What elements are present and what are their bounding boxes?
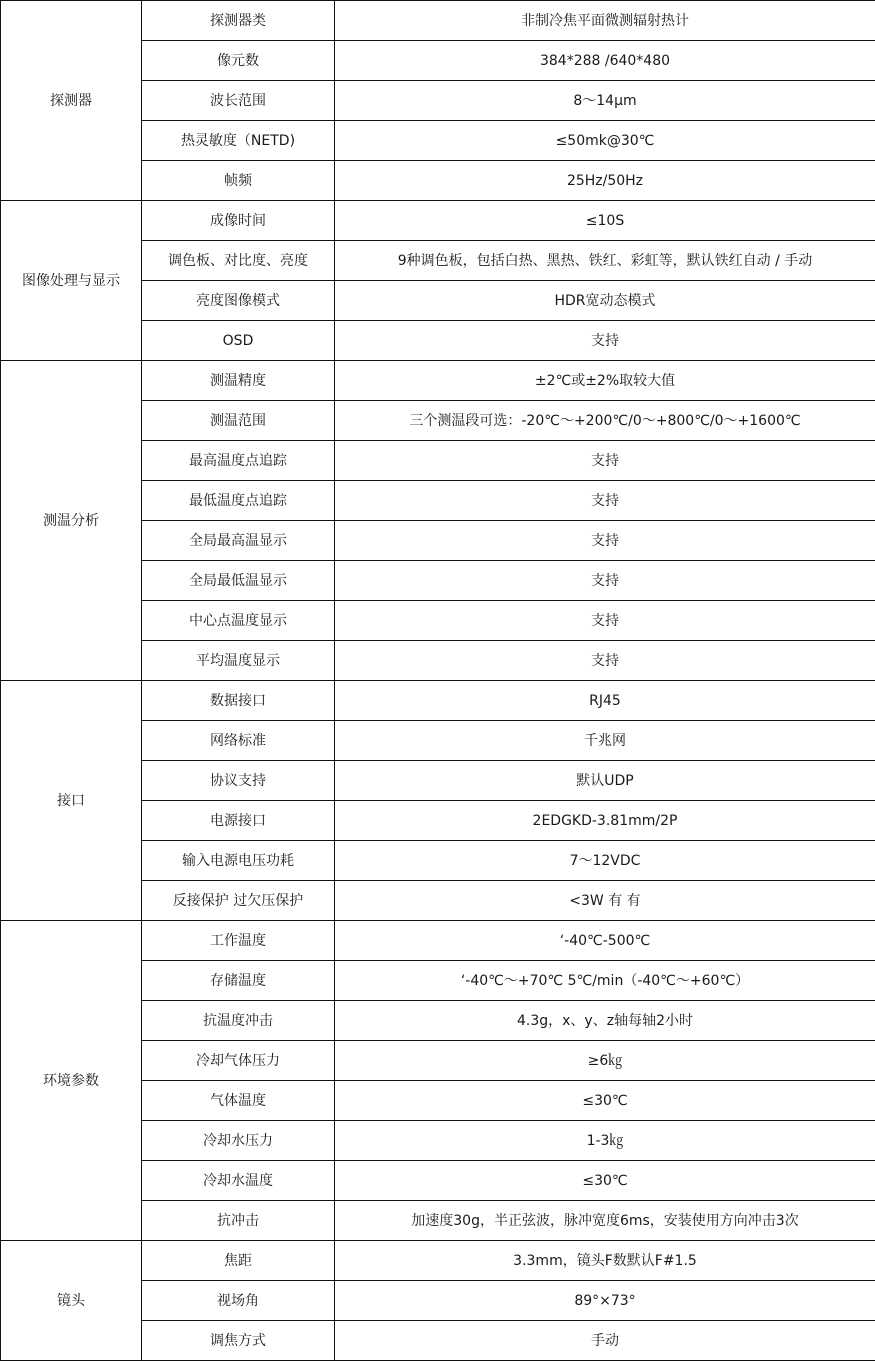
parameter-name-cell: OSD <box>142 321 335 361</box>
parameter-name-cell: 测温精度 <box>142 361 335 401</box>
parameter-value-cell: 支持 <box>335 481 875 521</box>
parameter-value-cell: 3.3mm，镜头F数默认F#1.5 <box>335 1241 875 1281</box>
category-cell: 接口 <box>1 681 142 921</box>
parameter-value-cell: 加速度30g，半正弦波，脉冲宽度6ms，安装使用方向冲击3次 <box>335 1201 875 1241</box>
parameter-value-cell: 384*288 /640*480 <box>335 41 875 81</box>
table-row <box>1 201 875 241</box>
parameter-value-cell: 8～14μm <box>335 81 875 121</box>
parameter-value-cell: ≤10S <box>335 201 875 241</box>
parameter-name-cell: 冷却气体压力 <box>142 1041 335 1081</box>
parameter-value-cell: 默认UDP <box>335 761 875 801</box>
parameter-name-cell: 中心点温度显示 <box>142 601 335 641</box>
parameter-name-cell: 反接保护 过欠压保护 <box>142 881 335 921</box>
parameter-name-cell: 调焦方式 <box>142 1321 335 1361</box>
parameter-name-cell: 存储温度 <box>142 961 335 1001</box>
parameter-value-cell: ≤50mk@30℃ <box>335 121 875 161</box>
parameter-value-cell: HDR宽动态模式 <box>335 281 875 321</box>
parameter-value-cell: 1-3㎏ <box>335 1121 875 1161</box>
parameter-name-cell: 最低温度点追踪 <box>142 481 335 521</box>
parameter-value-cell: 89°×73° <box>335 1281 875 1321</box>
parameter-name-cell: 电源接口 <box>142 801 335 841</box>
parameter-name-cell: 网络标准 <box>142 721 335 761</box>
parameter-value-cell: 三个测温段可选：-20℃～+200℃/0～+800℃/0～+1600℃ <box>335 401 875 441</box>
parameter-name-cell: 调色板、对比度、亮度 <box>142 241 335 281</box>
parameter-value-cell: 9种调色板，包括白热、黑热、铁红、彩虹等，默认铁红自动 / 手动 <box>335 241 875 281</box>
spec-table-body <box>1 1 875 1361</box>
parameter-name-cell: 成像时间 <box>142 201 335 241</box>
parameter-name-cell: 测温范围 <box>142 401 335 441</box>
parameter-name-cell: 探测器类 <box>142 1 335 41</box>
category-cell: 图像处理与显示 <box>1 201 142 361</box>
parameter-name-cell: 波长范围 <box>142 81 335 121</box>
parameter-value-cell: ≥6㎏ <box>335 1041 875 1081</box>
parameter-value-cell: 4.3g，x、y、z轴每轴2小时 <box>335 1001 875 1041</box>
table-row <box>1 361 875 401</box>
parameter-name-cell: 全局最低温显示 <box>142 561 335 601</box>
category-cell: 测温分析 <box>1 361 142 681</box>
parameter-name-cell: 热灵敏度（NETD) <box>142 121 335 161</box>
parameter-name-cell: 最高温度点追踪 <box>142 441 335 481</box>
parameter-value-cell: 千兆网 <box>335 721 875 761</box>
parameter-value-cell: ≤30℃ <box>335 1081 875 1121</box>
parameter-name-cell: 全局最高温显示 <box>142 521 335 561</box>
parameter-name-cell: 视场角 <box>142 1281 335 1321</box>
category-cell: 镜头 <box>1 1241 142 1361</box>
parameter-name-cell: 亮度图像模式 <box>142 281 335 321</box>
parameter-value-cell: ±2℃或±2%取较大值 <box>335 361 875 401</box>
parameter-value-cell: RJ45 <box>335 681 875 721</box>
parameter-value-cell: 支持 <box>335 561 875 601</box>
parameter-value-cell: 手动 <box>335 1321 875 1361</box>
parameter-name-cell: 冷却水温度 <box>142 1161 335 1201</box>
parameter-value-cell: 支持 <box>335 321 875 361</box>
table-row <box>1 1 875 41</box>
parameter-name-cell: 平均温度显示 <box>142 641 335 681</box>
category-cell: 探测器 <box>1 1 142 201</box>
parameter-value-cell: 支持 <box>335 521 875 561</box>
parameter-value-cell: 7～12VDC <box>335 841 875 881</box>
table-row <box>1 1241 875 1281</box>
parameter-name-cell: 数据接口 <box>142 681 335 721</box>
parameter-value-cell: ‘-40℃～+70℃ 5℃/min（-40℃～+60℃） <box>335 961 875 1001</box>
parameter-name-cell: 协议支持 <box>142 761 335 801</box>
parameter-name-cell: 冷却水压力 <box>142 1121 335 1161</box>
parameter-name-cell: 像元数 <box>142 41 335 81</box>
parameter-value-cell: <3W 有 有 <box>335 881 875 921</box>
parameter-name-cell: 输入电源电压功耗 <box>142 841 335 881</box>
parameter-name-cell: 工作温度 <box>142 921 335 961</box>
parameter-value-cell: ‘-40℃-500℃ <box>335 921 875 961</box>
table-row <box>1 681 875 721</box>
parameter-value-cell: 支持 <box>335 601 875 641</box>
parameter-value-cell: 非制冷焦平面微测辐射热计 <box>335 1 875 41</box>
parameter-name-cell: 抗冲击 <box>142 1201 335 1241</box>
parameter-name-cell: 焦距 <box>142 1241 335 1281</box>
category-cell: 环境参数 <box>1 921 142 1241</box>
parameter-value-cell: 25Hz/50Hz <box>335 161 875 201</box>
parameter-value-cell: ≤30℃ <box>335 1161 875 1201</box>
parameter-name-cell: 帧频 <box>142 161 335 201</box>
parameter-value-cell: 支持 <box>335 641 875 681</box>
parameter-name-cell: 抗温度冲击 <box>142 1001 335 1041</box>
parameter-name-cell: 气体温度 <box>142 1081 335 1121</box>
parameter-value-cell: 2EDGKD-3.81mm/2P <box>335 801 875 841</box>
table-row <box>1 921 875 961</box>
parameter-value-cell: 支持 <box>335 441 875 481</box>
